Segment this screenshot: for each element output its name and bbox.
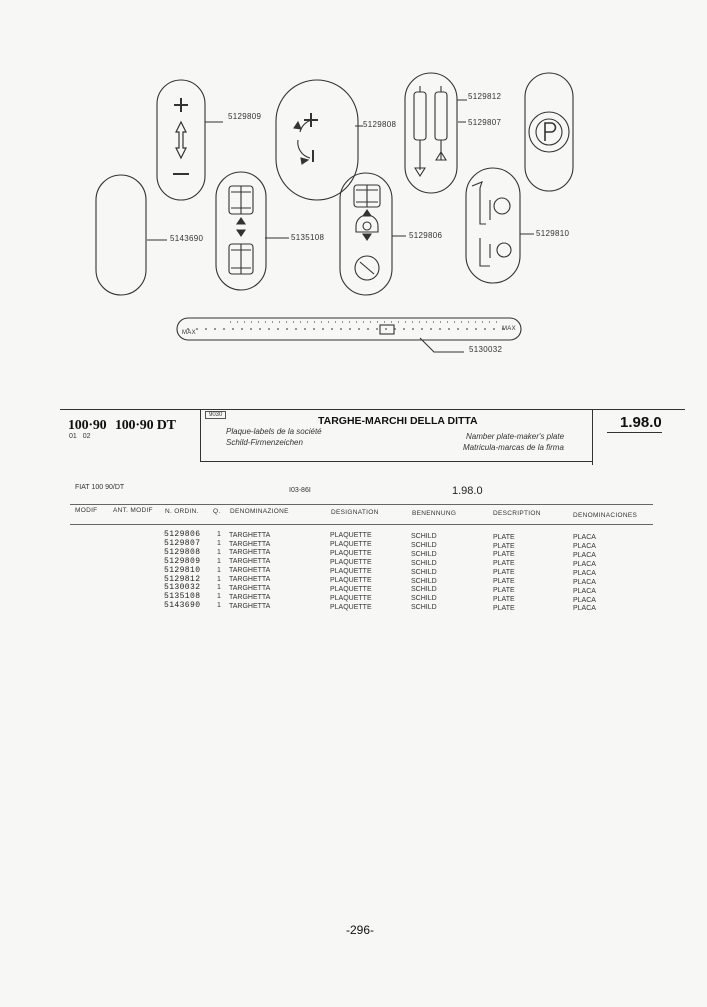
columns-top-rule [70,504,653,505]
cell-en: PLATE [493,595,515,603]
cell-es: PLACA [573,578,596,586]
cell-fr: PLAQUETTE [330,541,372,549]
cell-qty: 1 [217,593,221,601]
cell-de: SCHILD [411,533,437,540]
cell-fr: PLAQUETTE [330,603,372,611]
header-divider-left [200,409,201,462]
model-name-1: 100·90 [68,418,107,433]
doc-stamp: 9030 [205,411,226,419]
cell-qty: 1 [217,575,221,583]
callout-5129808: 5129808 [363,120,397,129]
cell-es: PLACA [573,534,596,542]
callout-5143690: 5143690 [170,234,204,243]
callout-5129809: 5129809 [228,112,262,121]
model-codes [69,433,91,440]
cell-en: PLATE [493,560,515,568]
callout-5135108: 5135108 [291,233,325,242]
cell-de: SCHILD [411,541,437,549]
cell-code: 5130032 [164,583,201,593]
cell-en: PLATE [493,569,515,577]
col-denominazione: DENOMINAZIONE [230,508,289,515]
cell-it: TARGHETTA [229,585,271,592]
section-title: TARGHE-MARCHI DELLA DITTA [318,415,478,427]
cell-qty: 1 [217,566,221,574]
cell-fr: PLAQUETTE [330,594,372,602]
cell-code: 5143690 [164,601,201,611]
cell-qty: 1 [217,531,221,538]
section-underline [607,432,662,433]
model-names [68,416,176,434]
cell-en: PLATE [493,551,515,559]
model-reference: FIAT 100 90/DT [75,484,125,491]
model-code-1: 01 [69,433,77,440]
gauge-max-right: MAX [502,326,516,332]
cell-es: PLACA [573,587,596,595]
section-number: 1.98.0 [620,414,662,431]
col-designation: DESIGNATION [331,509,379,516]
cell-code: 5129808 [164,547,201,557]
title-fr: Plaque-labels de la société [226,427,322,436]
cell-es: PLACA [573,552,596,559]
cell-qty: 1 [217,539,221,547]
cell-it: TARGHETTA [229,540,271,548]
gauge-max-left: MAX [182,330,196,336]
cell-en: PLATE [493,533,515,541]
cell-es: PLACA [573,543,596,551]
callout-5129812: 5129812 [468,92,502,101]
page-number: -296- [346,923,375,937]
cell-code: 5129812 [164,574,201,584]
model-name-2: 100·90 DT [114,418,176,433]
title-en: Namber plate-maker's plate [466,432,565,441]
cell-it: TARGHETTA [229,558,271,566]
cell-de: SCHILD [411,586,437,594]
cell-fr: PLAQUETTE [330,550,372,558]
cell-de: SCHILD [411,604,437,612]
cell-code: 5135108 [164,592,201,602]
title-es: Matricula-marcas de la firma [463,443,564,452]
issue-date: I03-86I [289,487,311,494]
cell-es: PLACA [573,560,596,568]
cell-fr: PLAQUETTE [330,576,372,584]
callout-5130032: 5130032 [469,345,503,354]
subheader-section: 1.98.0 [452,485,483,497]
plate-5143690 [96,175,146,295]
cell-fr: PLAQUETTE [330,559,372,567]
cell-de: SCHILD [411,568,437,576]
cell-en: PLATE [493,578,515,586]
cell-es: PLACA [573,596,596,604]
header-bottom-rule [200,461,592,462]
cell-code: 5129806 [164,530,201,539]
cell-it: TARGHETTA [229,549,271,557]
cell-it: TARGHETTA [229,576,271,584]
cell-es: PLACA [573,569,596,577]
cell-qty: 1 [217,557,221,565]
cell-qty: 1 [217,602,221,610]
callout-5129810: 5129810 [536,229,570,238]
plate-5129812 [405,73,457,193]
col-benennung: BENENNUNG [412,510,457,517]
col-description: DESCRIPTION [493,510,541,517]
cell-fr: PLAQUETTE [330,568,372,575]
cell-es: PLACA [573,605,596,613]
cell-fr: PLAQUETTE [330,532,372,540]
col-denominaciones: DENOMINACIONES [573,512,638,519]
cell-en: PLATE [493,587,515,594]
cell-it: TARGHETTA [229,593,271,601]
header-divider-right [592,409,593,465]
cell-qty: 1 [217,548,221,556]
col-n-ordin: N. ORDIN. [165,508,199,515]
cell-de: SCHILD [411,595,437,603]
col-ant-modif: ANT. MODIF [113,507,153,514]
columns-bottom-rule [70,524,653,525]
cell-de: SCHILD [411,550,437,558]
cell-en: PLATE [493,542,515,550]
cell-it: TARGHETTA [229,531,271,539]
cell-de: SCHILD [411,559,437,567]
title-de: Schild-Firmenzeichen [226,438,303,447]
plates-illustration [0,0,707,400]
cell-fr: PLAQUETTE [330,585,372,593]
cell-en: PLATE [493,604,515,612]
callout-5129807: 5129807 [468,118,502,127]
cell-code: 5129810 [164,565,201,575]
cell-code: 5129807 [164,538,201,548]
model-code-2: 02 [82,433,91,440]
col-q: Q. [213,508,221,515]
col-modif: MODIF [75,507,98,514]
cell-qty: 1 [217,584,221,592]
cell-it: TARGHETTA [229,567,271,575]
cell-de: SCHILD [411,577,437,585]
cell-it: TARGHETTA [229,602,271,610]
callout-5129806: 5129806 [409,231,443,240]
cell-code: 5129809 [164,556,201,566]
